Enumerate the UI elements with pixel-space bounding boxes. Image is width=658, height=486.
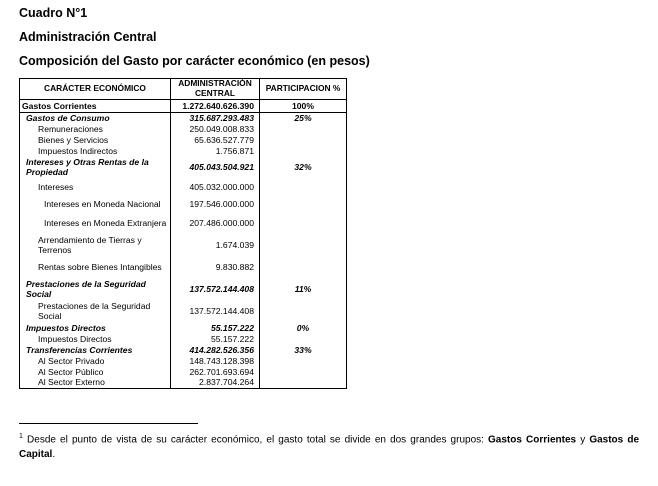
entity-title: Administración Central <box>19 30 157 44</box>
table-row <box>20 355 347 366</box>
cell-participation: 11% <box>260 278 347 300</box>
table-row <box>20 300 347 322</box>
cell-label: Transferencias Corrientes <box>20 344 171 355</box>
cell-amount: 207.486.000.000 <box>171 212 260 234</box>
cell-amount: 197.546.000.000 <box>171 195 260 212</box>
cell-amount: 9.830.882 <box>171 256 260 278</box>
cell-amount: 414.282.526.356 <box>171 344 260 355</box>
table-row <box>20 333 347 344</box>
cell-participation <box>260 300 347 322</box>
table-row <box>20 145 347 156</box>
cell-participation: 100% <box>260 99 347 112</box>
cell-amount: 2.837.704.264 <box>171 377 260 388</box>
cell-label: Intereses en Moneda Extranjera <box>20 212 171 234</box>
cell-label: Arrendamiento de Tierras y Terrenos <box>20 234 171 256</box>
table-row <box>20 156 347 178</box>
footnote <box>19 432 639 462</box>
cell-participation: 33% <box>260 344 347 355</box>
cell-label: Remuneraciones <box>20 123 171 134</box>
cell-participation <box>260 145 347 156</box>
cell-amount: 148.743.128.398 <box>171 355 260 366</box>
cell-label: Bienes y Servicios <box>20 134 171 145</box>
cell-label: Prestaciones de la Seguridad Social <box>20 300 171 322</box>
cell-participation <box>260 195 347 212</box>
table-number: Cuadro N°1 <box>19 6 88 20</box>
header-administracion: ADMINISTRACIÓN CENTRAL <box>171 79 260 100</box>
cell-participation <box>260 256 347 278</box>
cell-participation: 25% <box>260 112 347 123</box>
cell-label: Impuestos Indirectos <box>20 145 171 156</box>
cell-amount: 65.636.527.779 <box>171 134 260 145</box>
cell-amount: 55.157.222 <box>171 322 260 333</box>
cell-participation <box>260 178 347 195</box>
table-row <box>20 112 347 123</box>
cell-label: Prestaciones de la Seguridad Social <box>20 278 171 300</box>
footnote-term-corrientes: Gastos Corrientes <box>488 434 577 446</box>
cell-participation <box>260 366 347 377</box>
footnote-term-capital: Gastos de Capital <box>19 434 639 461</box>
table-row <box>20 134 347 145</box>
table-row <box>20 99 347 112</box>
table-header-row <box>20 79 347 100</box>
table-row <box>20 344 347 355</box>
table-row <box>20 366 347 377</box>
table-row <box>20 195 347 212</box>
cell-participation <box>260 333 347 344</box>
cell-participation <box>260 377 347 388</box>
footnote-separator <box>19 423 198 424</box>
cell-label: Al Sector Público <box>20 366 171 377</box>
footnote-connector: y <box>576 434 590 446</box>
table-row <box>20 256 347 278</box>
cell-participation <box>260 234 347 256</box>
header-caracter: CARÁCTER ECONÓMICO <box>20 79 171 100</box>
cell-participation: 32% <box>260 156 347 178</box>
cell-amount: 405.043.504.921 <box>171 156 260 178</box>
cell-participation <box>260 355 347 366</box>
cell-amount: 262.701.693.694 <box>171 366 260 377</box>
cell-participation <box>260 134 347 145</box>
cell-participation <box>260 123 347 134</box>
expense-table <box>19 78 347 389</box>
cell-label: Al Sector Externo <box>20 377 171 388</box>
cell-amount: 315.687.293.483 <box>171 112 260 123</box>
cell-label: Rentas sobre Bienes Intangibles <box>20 256 171 278</box>
table-subtitle: Composición del Gasto por carácter económico (en pesos) <box>19 54 370 68</box>
footnote-end: . <box>52 449 56 461</box>
cell-amount: 137.572.144.408 <box>171 300 260 322</box>
cell-amount: 1.674.039 <box>171 234 260 256</box>
cell-label: Intereses y Otras Rentas de la Propiedad <box>20 156 171 178</box>
cell-label: Impuestos Directos <box>20 333 171 344</box>
table-row <box>20 322 347 333</box>
cell-label: Gastos de Consumo <box>20 112 171 123</box>
table-row <box>20 234 347 256</box>
cell-amount: 55.157.222 <box>171 333 260 344</box>
footnote-text: Desde el punto de vista de su carácter económico, el gasto total se divide en dos grandes grupos: <box>27 434 489 446</box>
cell-participation <box>260 212 347 234</box>
table-row <box>20 212 347 234</box>
cell-label: Intereses en Moneda Nacional <box>20 195 171 212</box>
table-row <box>20 278 347 300</box>
cell-amount: 250.049.008.833 <box>171 123 260 134</box>
cell-label: Al Sector Privado <box>20 355 171 366</box>
cell-label: Intereses <box>20 178 171 195</box>
table-row <box>20 178 347 195</box>
cell-amount: 1.272.640.626.390 <box>171 99 260 112</box>
header-participacion: PARTICIPACION % <box>260 79 347 100</box>
table-row <box>20 123 347 134</box>
cell-label: Gastos Corrientes <box>20 99 171 112</box>
footnote-number: 1 <box>19 433 23 440</box>
table-body <box>20 99 347 388</box>
cell-participation: 0% <box>260 322 347 333</box>
cell-amount: 137.572.144.408 <box>171 278 260 300</box>
table-row <box>20 377 347 388</box>
cell-amount: 405.032.000.000 <box>171 178 260 195</box>
cell-label: Impuestos Directos <box>20 322 171 333</box>
cell-amount: 1.756.871 <box>171 145 260 156</box>
